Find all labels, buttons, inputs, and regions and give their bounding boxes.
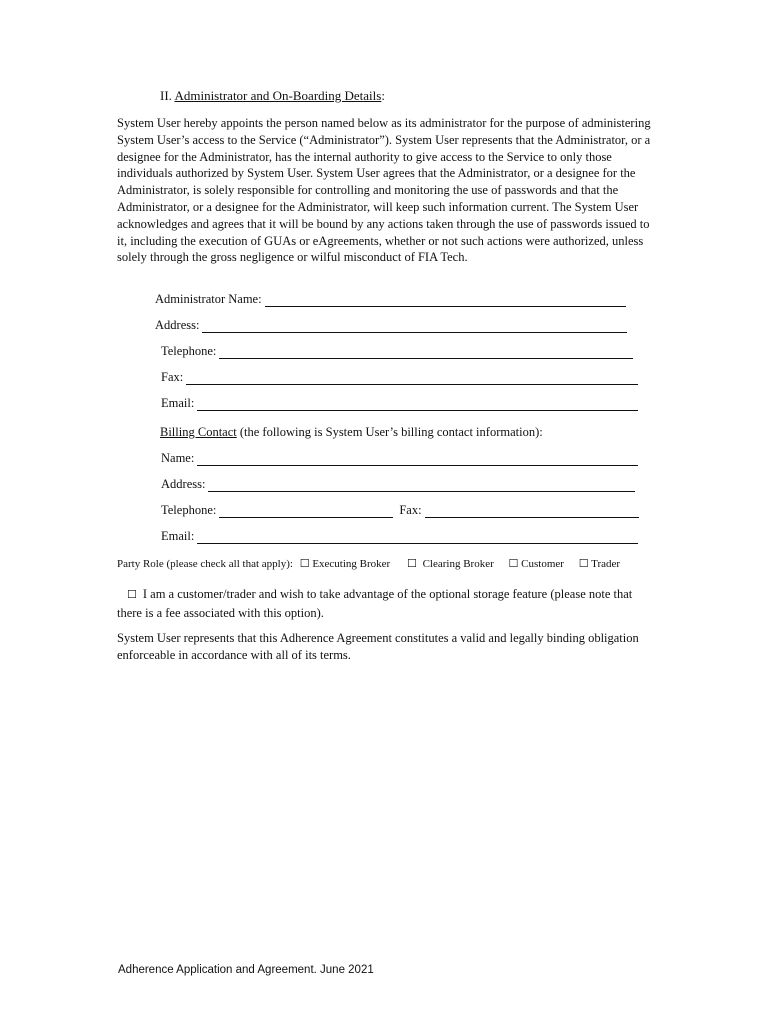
administrator-name-input-line[interactable] bbox=[265, 294, 626, 307]
billing-name-label: Name: bbox=[161, 451, 195, 465]
billing-email-field[interactable] bbox=[161, 529, 638, 544]
administrator-name-label: Administrator Name: bbox=[155, 292, 262, 306]
billing-name-input-line[interactable] bbox=[197, 453, 638, 466]
administrator-telephone-label: Telephone: bbox=[161, 344, 217, 358]
intro-paragraph: System User hereby appoints the person named below as its administrator for the purpose of administering System User’s access to the Service (“Administrator”). System User represents that the Administrator, or a designee for the Administrator, has the internal authority to give access to the Service to only those individuals authorized by System User. System User agrees that the Administrator, or a designee for the Administrator, is solely responsible for controlling and monitoring the use of passwords and that the Administrator, or a designee for the Administrator, will keep such information current. The System User acknowledges and agrees that it will be bound by any actions taken through the use of passwords issued to it, including the execution of GUAs or eAgreements, whether or not such actions were authorized, unless solely through the gross negligence or wilful misconduct of FIA Tech. bbox=[117, 116, 651, 265]
billing-fax-input-line[interactable] bbox=[425, 505, 639, 518]
clearing-broker-checkbox[interactable]: ☐ bbox=[406, 557, 417, 570]
administrator-email-input-line[interactable] bbox=[197, 398, 638, 411]
trader-checkbox[interactable]: ☐ bbox=[578, 557, 589, 570]
section-title: Administrator and On-Boarding Details bbox=[174, 88, 382, 103]
optional-storage-checkbox[interactable]: ☐ bbox=[127, 588, 137, 601]
administrator-address-label: Address: bbox=[155, 318, 200, 332]
customer-checkbox[interactable]: ☐ bbox=[508, 557, 519, 570]
party-role-row bbox=[117, 557, 620, 570]
clearing-broker-label: Clearing Broker bbox=[422, 558, 494, 570]
billing-fax-label: Fax: bbox=[399, 503, 422, 517]
billing-name-field[interactable] bbox=[161, 451, 638, 466]
administrator-telephone-input-line[interactable] bbox=[219, 346, 633, 359]
administrator-telephone-field[interactable] bbox=[161, 344, 633, 359]
administrator-fax-input-line[interactable] bbox=[186, 372, 638, 385]
section-number: II. bbox=[160, 88, 175, 103]
billing-address-label: Address: bbox=[161, 477, 206, 491]
customer-label: Customer bbox=[521, 558, 564, 570]
administrator-fax-field[interactable] bbox=[161, 370, 638, 385]
administrator-email-field[interactable] bbox=[161, 396, 638, 411]
billing-telephone-input-line[interactable] bbox=[219, 505, 393, 518]
party-role-label: Party Role (please check all that apply): bbox=[117, 558, 293, 570]
billing-address-field[interactable] bbox=[161, 477, 635, 492]
billing-contact-subtitle: (the following is System User’s billing contact information): bbox=[236, 425, 543, 439]
trader-label: Trader bbox=[591, 558, 621, 570]
executing-broker-checkbox[interactable]: ☐ bbox=[299, 557, 310, 570]
billing-address-input-line[interactable] bbox=[208, 479, 635, 492]
administrator-email-label: Email: bbox=[161, 396, 195, 410]
administrator-address-field[interactable] bbox=[155, 318, 627, 333]
closing-paragraph: System User represents that this Adherence Agreement constitutes a valid and legally binding obligation enforceable in accordance with all of its terms. bbox=[117, 631, 639, 662]
executing-broker-label: Executing Broker bbox=[312, 558, 391, 570]
billing-telephone-label: Telephone: bbox=[161, 503, 217, 517]
billing-contact-heading bbox=[160, 425, 543, 440]
page-footer: Adherence Application and Agreement. June 2021 bbox=[118, 964, 374, 976]
section-heading bbox=[160, 88, 385, 104]
administrator-fax-label: Fax: bbox=[161, 370, 184, 384]
billing-telephone-field[interactable] bbox=[161, 503, 639, 518]
optional-storage-option bbox=[117, 585, 657, 622]
billing-contact-title: Billing Contact bbox=[160, 425, 237, 439]
section-colon: : bbox=[381, 88, 385, 103]
billing-email-label: Email: bbox=[161, 529, 195, 543]
billing-email-input-line[interactable] bbox=[197, 531, 638, 544]
optional-storage-text: I am a customer/trader and wish to take advantage of the optional storage feature (please note that there is a fee associated with this option). bbox=[117, 587, 633, 620]
administrator-address-input-line[interactable] bbox=[202, 320, 627, 333]
administrator-name-field[interactable] bbox=[155, 292, 626, 307]
